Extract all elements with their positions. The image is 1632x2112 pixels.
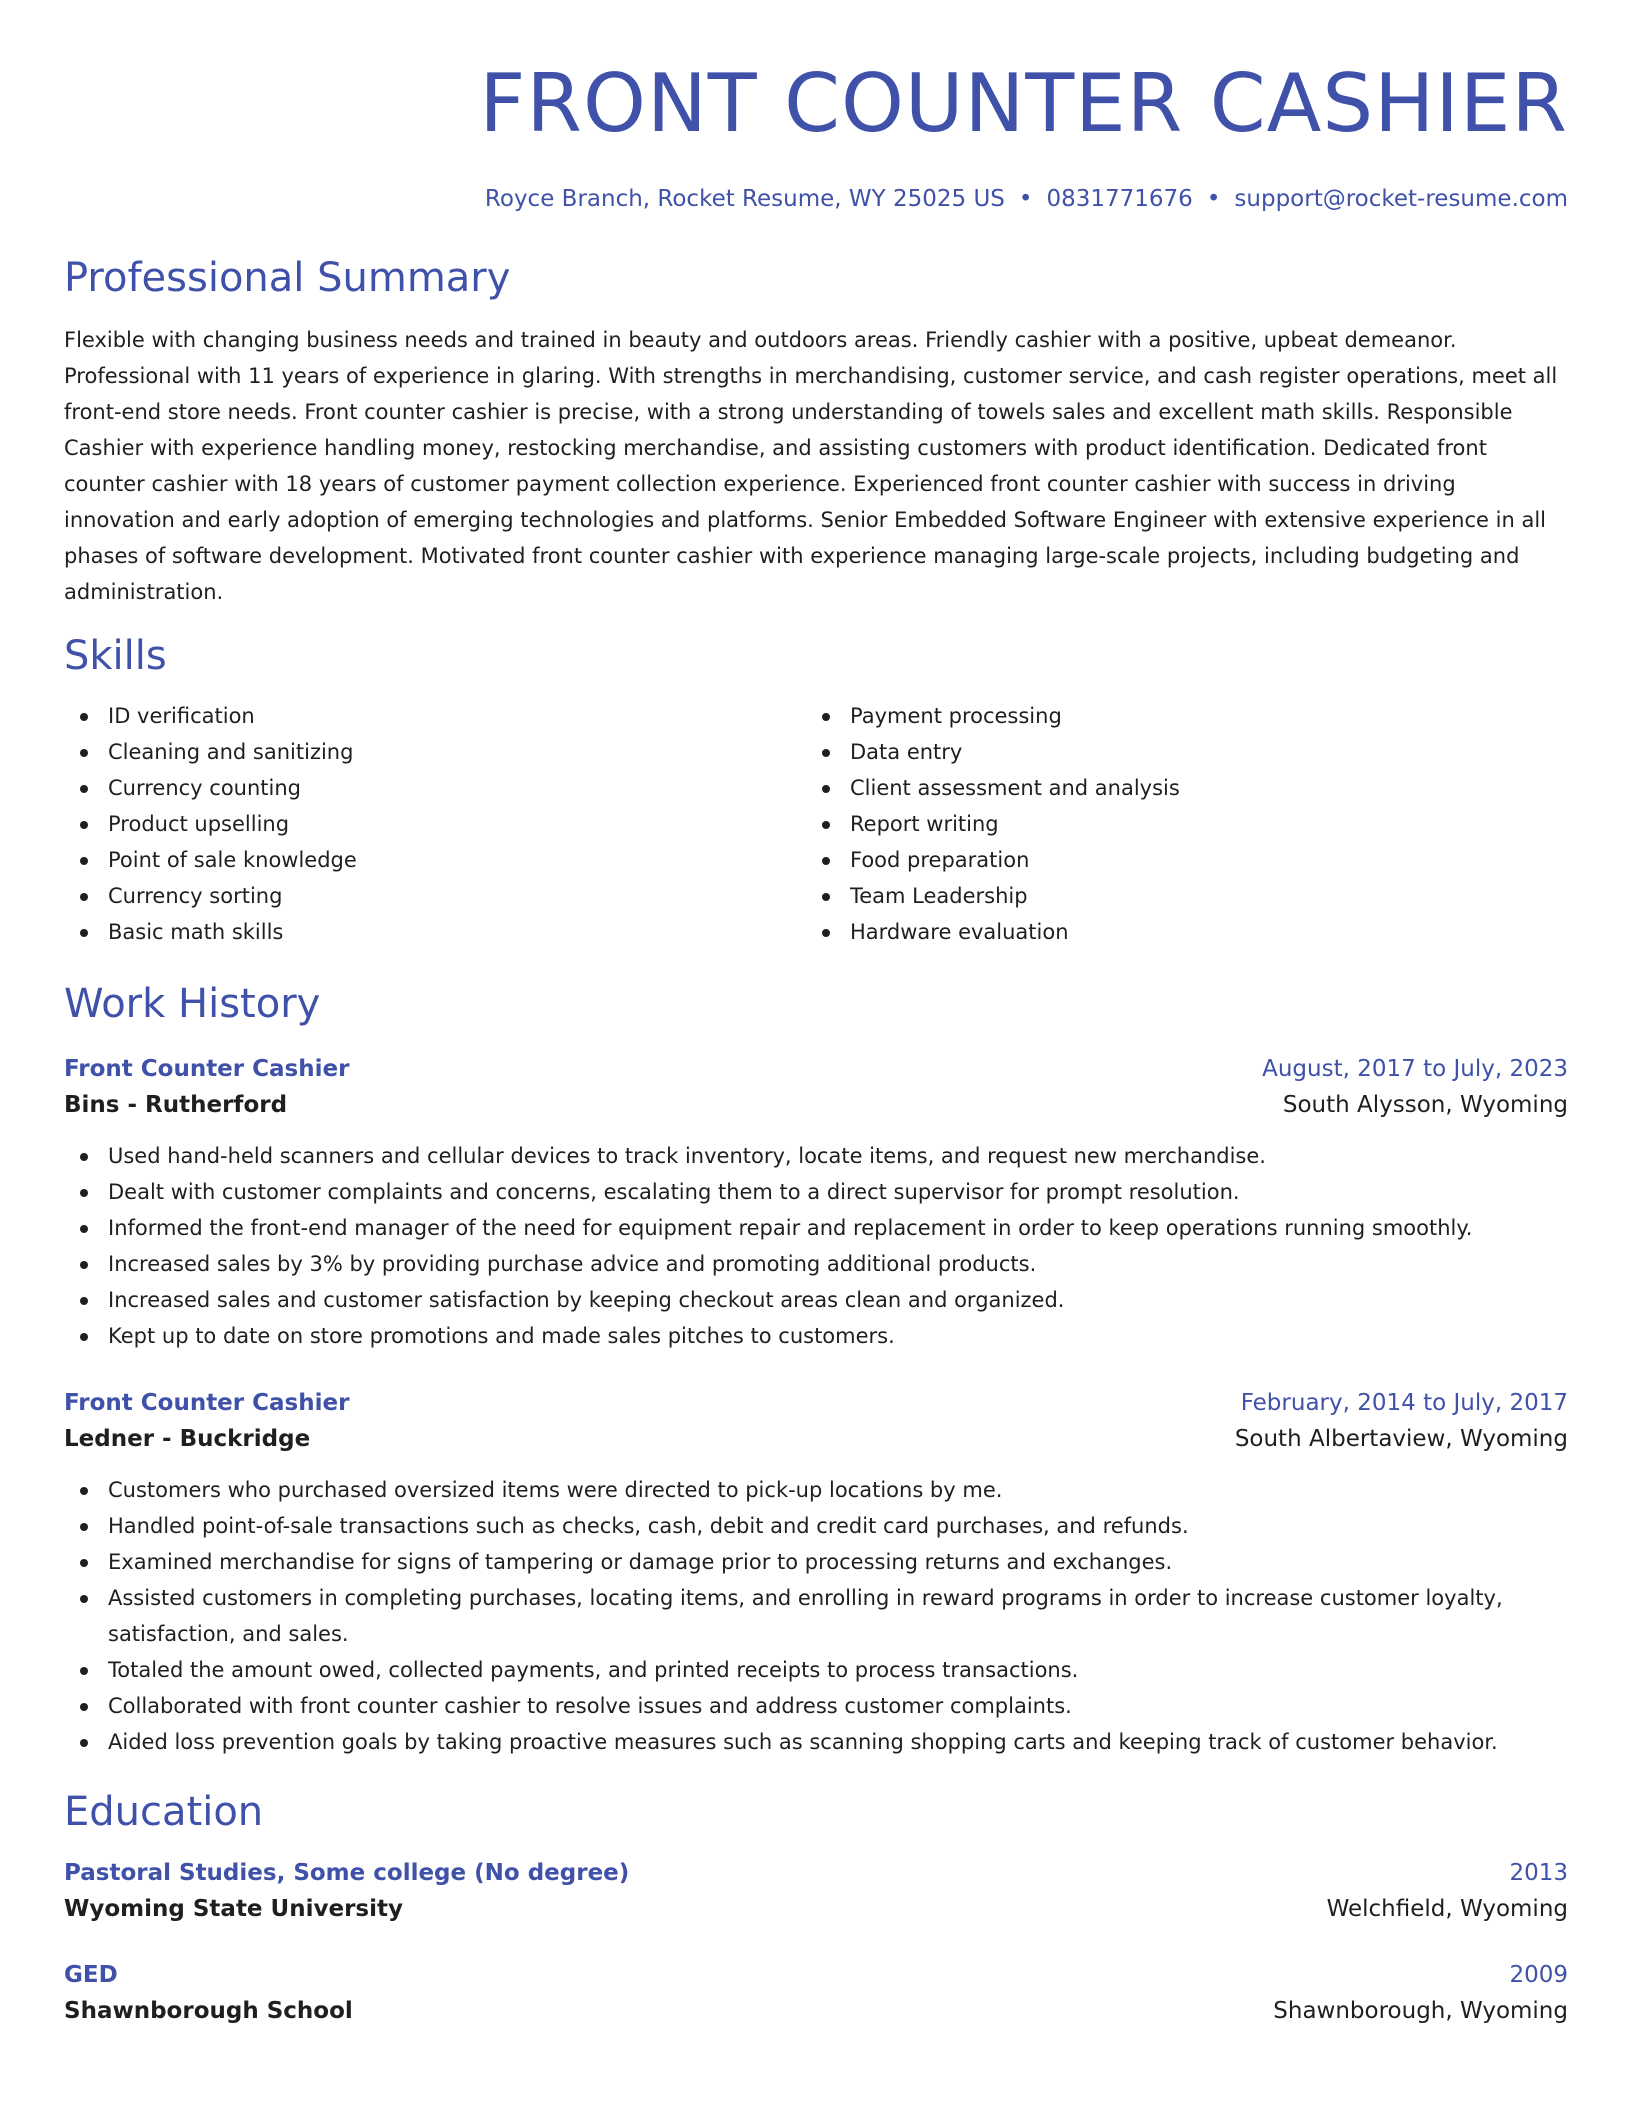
list-item: Assisted customers in completing purchases, locating items, and enrolling in reward programs in order to increase customer loyalty, satisfaction, and sales. bbox=[64, 1580, 1568, 1652]
skill-item: Payment processing bbox=[806, 698, 1548, 734]
summary-text: Flexible with changing business needs and trained in beauty and outdoors areas. Friendly cashier with a positive, upbeat demeanor. Professional with 11 years of experience in glaring. With strengths in merchandising, customer service, and cash register operations, meet all front-end store needs. Front counter cashier is precise, with a strong understanding of towels sales and excellent math skills. Responsible Cashier with experience handling money, restocking merchandise, and assisting customers with product identification. Dedicated front counter cashier with 18 years of customer payment collection experience. Experienced front counter cashier with success in driving innovation and early adoption of emerging technologies and platforms. Senior Embedded Software Engineer with extensive experience in all phases of software development. Motivated front counter cashier with experience managing large-scale projects, including budgeting and administration. bbox=[64, 328, 1558, 604]
contact-separator: • bbox=[1018, 186, 1033, 212]
skills-column-right bbox=[806, 698, 1548, 950]
skill-item: Hardware evaluation bbox=[806, 914, 1548, 950]
skill-item: Cleaning and sanitizing bbox=[64, 734, 806, 770]
education-year: 2009 bbox=[1509, 1962, 1568, 1988]
list-item: Kept up to date on store promotions and made sales pitches to customers. bbox=[64, 1318, 1568, 1354]
education-heading: Education bbox=[64, 1789, 264, 1835]
work-history-heading: Work History bbox=[64, 981, 321, 1027]
skills-heading: Skills bbox=[64, 633, 167, 679]
education-location: Welchfield, Wyoming bbox=[1326, 1896, 1568, 1922]
education-degree: Pastoral Studies, Some college (No degree) bbox=[64, 1860, 630, 1886]
list-item: Increased sales by 3% by providing purchase advice and promoting additional products. bbox=[64, 1246, 1568, 1282]
job-company: Ledner - Buckridge bbox=[64, 1426, 311, 1452]
list-item: Handled point-of-sale transactions such as checks, cash, debit and credit card purchases, and refunds. bbox=[64, 1508, 1568, 1544]
summary-heading: Professional Summary bbox=[64, 255, 511, 301]
job-location: South Alysson, Wyoming bbox=[1282, 1092, 1568, 1118]
job-entry bbox=[64, 1052, 1568, 1354]
list-item: Used hand-held scanners and cellular devices to track inventory, locate items, and request new merchandise. bbox=[64, 1138, 1568, 1174]
skill-item: Currency sorting bbox=[64, 878, 806, 914]
contact-email[interactable]: support@rocket-resume.com bbox=[1234, 186, 1568, 212]
contact-phone: 0831771676 bbox=[1046, 186, 1193, 212]
job-company: Bins - Rutherford bbox=[64, 1092, 288, 1118]
education-entry bbox=[64, 1856, 1568, 1928]
skill-item: Currency counting bbox=[64, 770, 806, 806]
skill-item: Basic math skills bbox=[64, 914, 806, 950]
education-location: Shawnborough, Wyoming bbox=[1273, 1998, 1568, 2024]
skill-item: Point of sale knowledge bbox=[64, 842, 806, 878]
education-school: Wyoming State University bbox=[64, 1896, 403, 1922]
job-bullets bbox=[64, 1138, 1568, 1354]
list-item: Totaled the amount owed, collected payments, and printed receipts to process transactions. bbox=[64, 1652, 1568, 1688]
skill-item: Report writing bbox=[806, 806, 1548, 842]
list-item: Increased sales and customer satisfaction by keeping checkout areas clean and organized. bbox=[64, 1282, 1568, 1318]
list-item: Collaborated with front counter cashier to resolve issues and address customer complaints. bbox=[64, 1688, 1568, 1724]
contact-line bbox=[64, 184, 1568, 214]
list-item: Informed the front-end manager of the need for equipment repair and replacement in order to keep operations running smoothly. bbox=[64, 1210, 1568, 1246]
list-item: Examined merchandise for signs of tampering or damage prior to processing returns and exchanges. bbox=[64, 1544, 1568, 1580]
education-school: Shawnborough School bbox=[64, 1998, 353, 2024]
job-title: Front Counter Cashier bbox=[64, 1390, 350, 1416]
list-item: Customers who purchased oversized items were directed to pick-up locations by me. bbox=[64, 1472, 1568, 1508]
job-entry bbox=[64, 1386, 1568, 1760]
contact-separator: • bbox=[1206, 186, 1221, 212]
job-location: South Albertaview, Wyoming bbox=[1234, 1426, 1568, 1452]
skill-item: Client assessment and analysis bbox=[806, 770, 1548, 806]
skill-item: Data entry bbox=[806, 734, 1548, 770]
job-bullets bbox=[64, 1472, 1568, 1760]
skill-item: ID verification bbox=[64, 698, 806, 734]
resume-name: FRONT COUNTER CASHIER bbox=[479, 57, 1568, 150]
skill-item: Team Leadership bbox=[806, 878, 1548, 914]
list-item: Aided loss prevention goals by taking proactive measures such as scanning shopping carts and keeping track of customer behavior. bbox=[64, 1724, 1568, 1760]
job-title: Front Counter Cashier bbox=[64, 1056, 350, 1082]
education-entry bbox=[64, 1958, 1568, 2030]
job-dates: August, 2017 to July, 2023 bbox=[1262, 1056, 1568, 1082]
skill-item: Product upselling bbox=[64, 806, 806, 842]
contact-address: Royce Branch, Rocket Resume, WY 25025 US bbox=[484, 186, 1005, 212]
skill-item: Food preparation bbox=[806, 842, 1548, 878]
education-year: 2013 bbox=[1509, 1860, 1568, 1886]
skills-list bbox=[64, 698, 1568, 950]
job-dates: February, 2014 to July, 2017 bbox=[1240, 1390, 1568, 1416]
skills-column-left bbox=[64, 698, 806, 950]
list-item: Dealt with customer complaints and concerns, escalating them to a direct supervisor for prompt resolution. bbox=[64, 1174, 1568, 1210]
education-degree: GED bbox=[64, 1962, 118, 1988]
